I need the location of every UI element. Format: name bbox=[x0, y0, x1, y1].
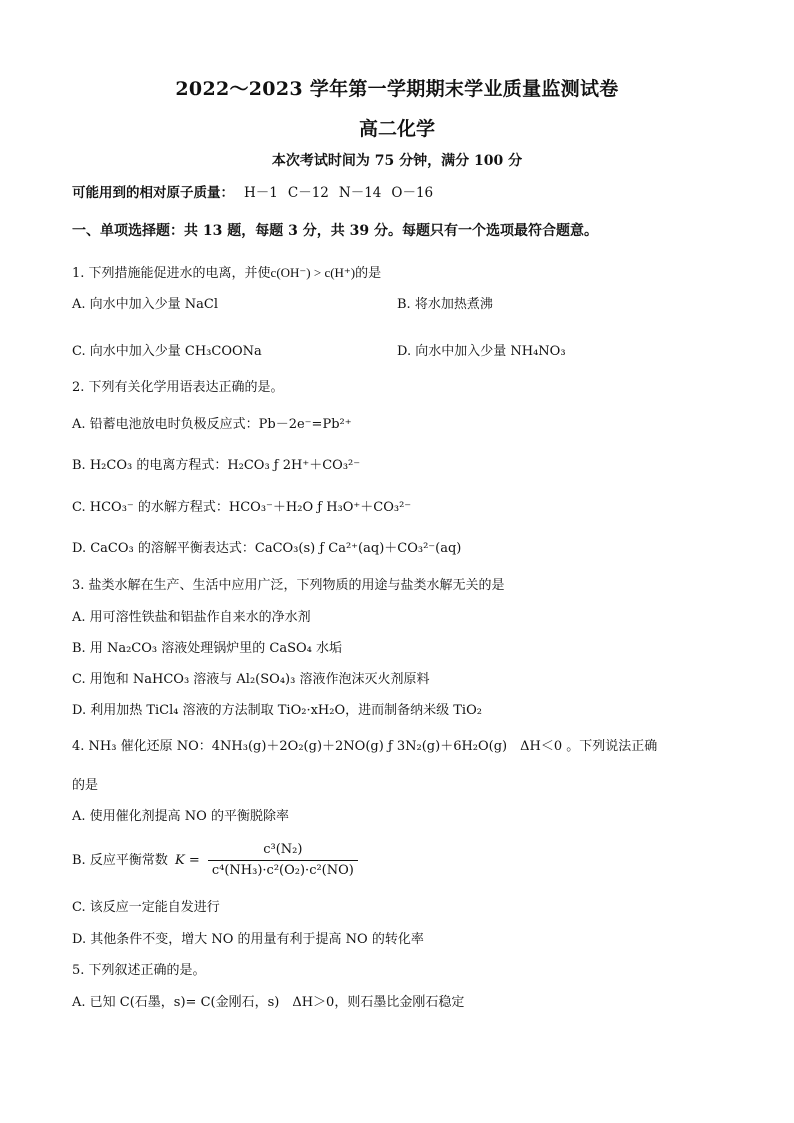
question-5-stem: 5. 下列叙述正确的是。 bbox=[72, 963, 206, 978]
subject-title: 高二化学 bbox=[358, 118, 435, 140]
fraction-numerator: c³(N₂) bbox=[208, 840, 358, 861]
atomic-mass-c: C－12 bbox=[287, 185, 329, 201]
q4-option-b bbox=[72, 840, 358, 881]
q2-option-c: C. HCO₃⁻ 的水解方程式：HCO₃⁻＋H₂O ƒ H₃O⁺＋CO₃²⁻ bbox=[72, 500, 412, 515]
atomic-masses bbox=[72, 184, 433, 202]
q3-option-c: C. 用饱和 NaHCO₃ 溶液与 Al₂(SO₄)₃ 溶液作泡沫灭火剂原料 bbox=[72, 672, 430, 687]
q4-option-a: A. 使用催化剂提高 NO 的平衡脱除率 bbox=[72, 809, 289, 824]
q4-option-c: C. 该反应一定能自发进行 bbox=[72, 900, 220, 915]
equilibrium-constant-fraction bbox=[208, 840, 358, 881]
exam-info: 本次考试时间为 75 分钟，满分 100 分 bbox=[271, 153, 523, 169]
atomic-masses-label: 可能用到的相对原子质量： bbox=[72, 185, 234, 201]
q1-stem-formula: c(OH⁻) > c(H⁺) bbox=[270, 265, 356, 280]
q1-option-b: B. 将水加热煮沸 bbox=[397, 297, 493, 312]
atomic-mass-h: H－1 bbox=[244, 185, 278, 201]
atomic-mass-n: N－14 bbox=[338, 185, 382, 201]
q1-stem-post: 的是 bbox=[355, 266, 382, 281]
q3-option-a: A. 用可溶性铁盐和铝盐作自来水的净水剂 bbox=[72, 610, 311, 625]
q1-option-a: A. 向水中加入少量 NaCl bbox=[72, 297, 219, 312]
exam-title: 2022～2023 学年第一学期期末学业质量监测试卷 bbox=[175, 78, 619, 100]
q2-option-b: B. H₂CO₃ 的电离方程式：H₂CO₃ ƒ 2H⁺＋CO₃²⁻ bbox=[72, 458, 361, 473]
question-4-stem: 4. NH₃ 催化还原 NO：4NH₃(g)＋2O₂(g)＋2NO(g) ƒ 3N₂(g)＋6H₂O(g) ΔH＜0 。下列说法正确 bbox=[72, 739, 658, 754]
q4-option-b-k: K = bbox=[174, 853, 200, 868]
q3-option-d: D. 利用加热 TiCl₄ 溶液的方法制取 TiO₂·xH₂O，进而制备纳米级 TiO₂ bbox=[72, 703, 482, 718]
question-3-stem: 3. 盐类水解在生产、生活中应用广泛，下列物质的用途与盐类水解无关的是 bbox=[72, 578, 505, 593]
atomic-mass-o: O－16 bbox=[391, 185, 434, 201]
question-2-stem: 2. 下列有关化学用语表达正确的是。 bbox=[72, 380, 284, 395]
q3-option-b: B. 用 Na₂CO₃ 溶液处理锅炉里的 CaSO₄ 水垢 bbox=[72, 641, 342, 656]
fraction-denominator: c⁴(NH₃)·c²(O₂)·c²(NO) bbox=[211, 863, 354, 878]
q4-option-d: D. 其他条件不变，增大 NO 的用量有利于提高 NO 的转化率 bbox=[72, 932, 424, 947]
question-1-stem bbox=[72, 264, 381, 283]
q2-option-d: D. CaCO₃ 的溶解平衡表达式：CaCO₃(s) ƒ Ca²⁺(aq)＋CO₃²⁻(aq) bbox=[72, 541, 462, 556]
question-4-stem-cont: 的是 bbox=[72, 778, 99, 793]
q1-option-d: D. 向水中加入少量 NH₄NO₃ bbox=[397, 344, 566, 359]
q2-option-a: A. 铅蓄电池放电时负极反应式：Pb－2e⁻=Pb²⁺ bbox=[72, 417, 352, 432]
q1-stem-pre: 1. 下列措施能促进水的电离，并使 bbox=[72, 266, 271, 281]
q1-option-c: C. 向水中加入少量 CH₃COONa bbox=[72, 344, 262, 359]
section-heading: 一、单项选择题：共 13 题，每题 3 分，共 39 分。每题只有一个选项最符合题意。 bbox=[72, 223, 598, 239]
q4-option-b-label: B. 反应平衡常数 bbox=[72, 853, 168, 868]
q5-option-a: A. 已知 C(石墨，s)= C(金刚石，s) ΔH＞0，则石墨比金刚石稳定 bbox=[72, 995, 465, 1010]
